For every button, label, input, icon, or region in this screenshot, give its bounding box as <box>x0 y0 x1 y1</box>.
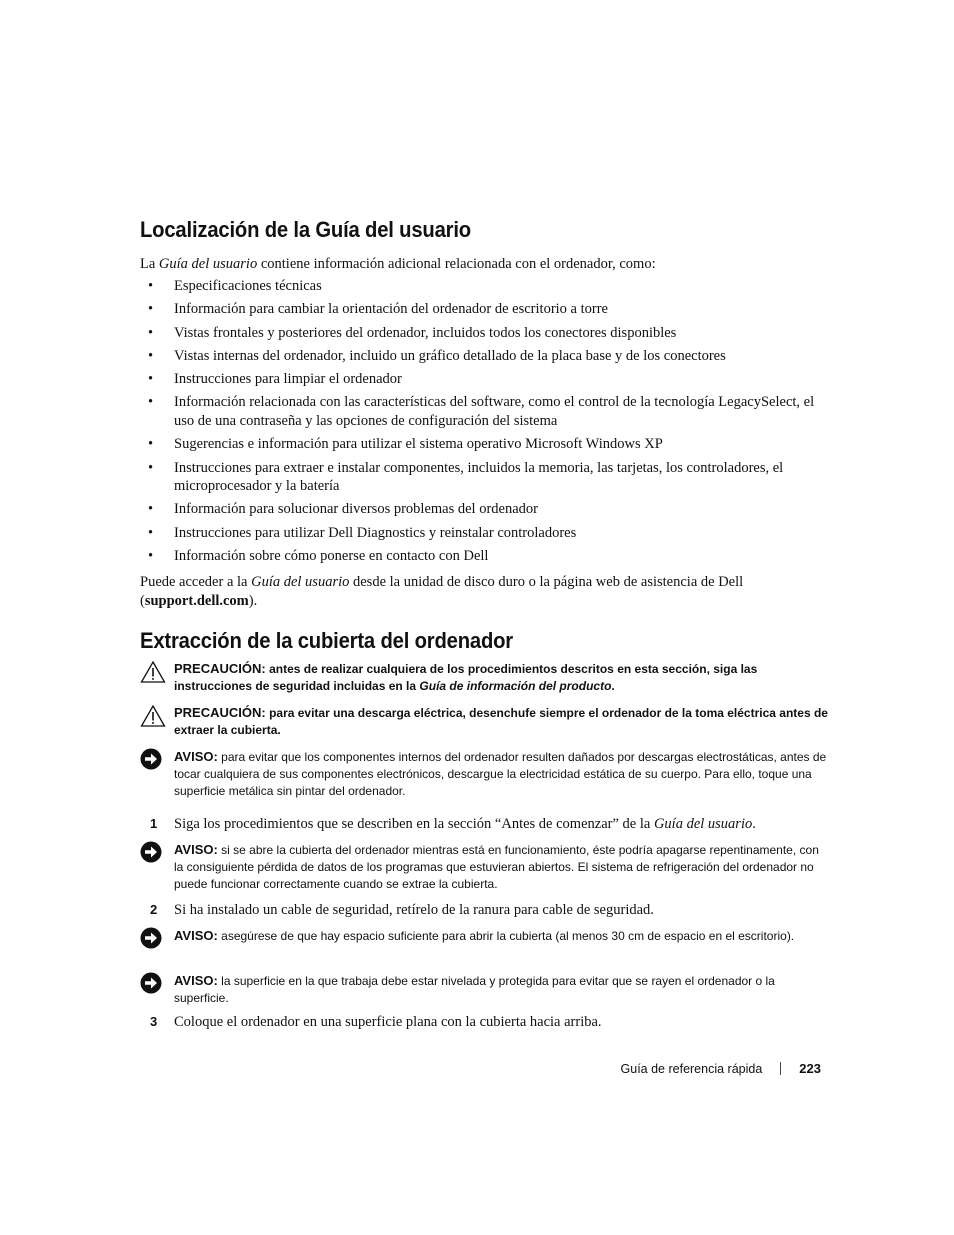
notice-note-2 <box>140 841 830 893</box>
list-item <box>140 459 830 496</box>
list-item <box>140 347 830 366</box>
list-item-text: Sugerencias e información para utilizar el sistema operativo Microsoft Windows XP <box>174 436 663 453</box>
outro-italic: Guía del usuario <box>251 574 350 590</box>
support-link[interactable]: support.dell.com <box>144 592 249 609</box>
step-italic: Guía del usuario <box>653 816 753 832</box>
list-item <box>140 393 830 430</box>
caution-label: PRECAUCIÓN: <box>174 661 266 676</box>
list-item-text: Información para solucionar diversos problemas del ordenador <box>174 501 538 518</box>
list-item <box>140 500 830 519</box>
outro-text-mid: desde la unidad de disco duro o la página web de asistencia de Dell ( <box>140 574 744 609</box>
list-item-text: Información para cambiar la orientación del ordenador de escritorio a torre <box>174 301 608 318</box>
intro-text-end: contiene información adicional relacionada con el ordenador, como: <box>257 256 656 272</box>
caution-text: antes de realizar cualquiera de los procedimientos descritos en esta sección, siga las instrucciones de seguridad incluidas en la <box>174 662 758 693</box>
intro-italic: Guía del usuario <box>158 256 258 272</box>
notice-text: la superficie en la que trabaja debe estar nivelada y protegida para evitar que se rayen el ordenador o la superficie. <box>174 974 775 1005</box>
notice-arrow-icon <box>140 841 162 863</box>
bullet-dot: • <box>148 524 154 541</box>
step-2 <box>140 901 830 920</box>
step-text: Si ha instalado un cable de seguridad, retírelo de la ranura para cable de seguridad. <box>174 902 654 918</box>
notice-arrow-icon <box>140 748 162 770</box>
step-text: Coloque el ordenador en una superficie plana con la cubierta hacia arriba. <box>174 1014 602 1030</box>
list-item-text: Información sobre cómo ponerse en contacto con Dell <box>174 547 489 564</box>
list-item-text: Instrucciones para extraer e instalar componentes, incluidos la memoria, las tarjetas, los controladores, el microprocesador y la batería <box>174 459 784 495</box>
bullet-dot: • <box>148 347 154 364</box>
list-item <box>140 370 830 389</box>
step-text-end: . <box>752 816 756 832</box>
caution-note-2 <box>140 704 830 739</box>
notice-text: si se abre la cubierta del ordenador mientras está en funcionamiento, éste podría apagarse repentinamente, con la consiguiente pérdida de datos de los programas que estuvieran abiertos. El sistema de refrigeración del ordenador no puede funcionar correctamente cuando se extrae la cubierta. <box>174 843 819 891</box>
section-title-user-guide: Localización de la Guía del usuario <box>140 217 471 242</box>
step-1 <box>140 815 830 834</box>
features-bullet-list <box>140 277 830 570</box>
list-item <box>140 300 830 319</box>
list-item-text: Especificaciones técnicas <box>174 278 322 294</box>
footer-doc-title: Guía de referencia rápida <box>620 1062 763 1076</box>
bullet-dot: • <box>148 324 154 341</box>
caution-text: para evitar una descarga eléctrica, desenchufe siempre el ordenador de la toma eléctrica antes de extraer la cubierta. <box>174 706 828 737</box>
notice-note-3 <box>140 927 830 945</box>
bullet-dot: • <box>148 501 154 518</box>
list-item-text: Instrucciones para utilizar Dell Diagnostics y reinstalar controladores <box>174 524 577 541</box>
notice-label: AVISO: <box>174 842 218 857</box>
list-item <box>140 547 830 566</box>
notice-label: AVISO: <box>174 928 218 943</box>
notice-note-4 <box>140 972 830 1007</box>
list-item <box>140 324 830 343</box>
page-number: 223 <box>799 1061 821 1076</box>
caution-triangle-icon <box>140 660 166 684</box>
intro-text: La <box>140 256 159 272</box>
notice-text: asegúrese de que hay espacio suficiente para abrir la cubierta (al menos 30 cm de espacio en el escritorio). <box>217 929 795 943</box>
bullet-dot: • <box>148 301 154 318</box>
step-number: 1 <box>150 816 158 831</box>
list-item-text: Información relacionada con las características del software, como el control de la tecnología LegacySelect, el uso de una contraseña y las opciones de configuración del sistema <box>174 394 815 429</box>
notice-text: para evitar que los componentes internos del ordenador resulten dañados por descargas electrostáticas, antes de tocar cualquiera de sus componentes electrónicos, descargue la electricidad estática de su cuerpo. Para ello, toque una superficie metálica sin pintar del ordenador. <box>174 750 827 798</box>
step-text: Siga los procedimientos que se describen en la sección “Antes de comenzar” de la <box>174 816 654 832</box>
notice-arrow-icon <box>140 972 162 994</box>
list-item-text: Instrucciones para limpiar el ordenador <box>174 371 402 388</box>
bullet-dot: • <box>148 278 154 294</box>
bullet-dot: • <box>148 436 154 453</box>
footer-separator <box>780 1062 781 1075</box>
step-number: 3 <box>150 1014 158 1029</box>
step-3 <box>140 1013 830 1032</box>
outro-paragraph <box>140 573 820 610</box>
outro-text: Puede acceder a la <box>140 574 252 590</box>
step-number: 2 <box>150 902 158 917</box>
outro-text-end: ). <box>248 592 258 609</box>
notice-arrow-icon <box>140 927 162 949</box>
list-item <box>140 435 830 454</box>
intro-paragraph <box>140 255 820 274</box>
section-title-remove-cover: Extracción de la cubierta del ordenador <box>140 628 514 653</box>
page-footer <box>560 1061 821 1076</box>
list-item-text: Vistas internas del ordenador, incluido un gráfico detallado de la placa base y de los conectores <box>174 347 726 364</box>
caution-italic: Guía de información del producto <box>419 679 612 693</box>
list-item-text: Vistas frontales y posteriores del ordenador, incluidos todos los conectores disponibles <box>174 324 677 341</box>
notice-label: AVISO: <box>174 973 218 988</box>
caution-note-1 <box>140 660 830 695</box>
bullet-dot: • <box>148 547 154 564</box>
bullet-dot: • <box>148 459 154 476</box>
notice-note-1 <box>140 748 830 800</box>
list-item <box>140 524 830 543</box>
bullet-dot: • <box>148 371 154 388</box>
caution-triangle-icon <box>140 704 166 728</box>
notice-label: AVISO: <box>174 749 218 764</box>
bullet-dot: • <box>148 394 154 411</box>
caution-label: PRECAUCIÓN: <box>174 705 266 720</box>
caution-text-end: . <box>611 679 615 693</box>
list-item <box>140 277 830 296</box>
